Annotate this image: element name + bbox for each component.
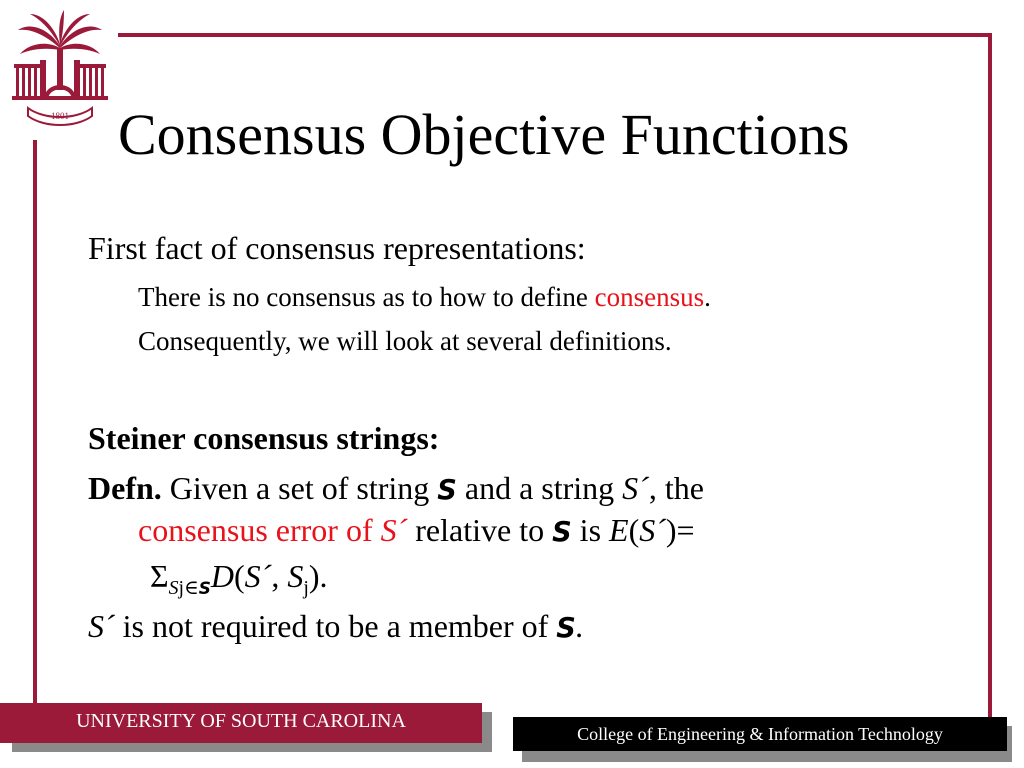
section-heading-steiner: Steiner consensus strings: xyxy=(88,420,440,456)
distance-function-symbol: D xyxy=(210,558,235,594)
subscript-set: S xyxy=(198,577,211,598)
frame-top-border xyxy=(118,33,992,37)
set-symbol: S xyxy=(437,475,457,506)
string-sj-symbol: S xyxy=(287,558,304,594)
text-segment: ( xyxy=(234,558,245,594)
text-segment: . xyxy=(575,608,584,644)
subscript-j: j xyxy=(178,576,185,599)
string-symbol: S´ xyxy=(639,512,666,548)
body-line-no-consensus xyxy=(138,280,711,314)
text-segment: , the xyxy=(648,470,704,506)
text-segment: )= xyxy=(665,512,695,548)
highlight-consensus: consensus xyxy=(594,282,705,312)
definition-line-2 xyxy=(138,510,695,553)
logo-year: 1801 xyxy=(51,111,69,121)
definition-line-1 xyxy=(88,468,704,511)
sum-symbol: Σ xyxy=(150,558,169,594)
set-symbol: S xyxy=(552,517,572,548)
text-segment: is not required to be a member of xyxy=(114,608,557,644)
highlight-string-symbol: S´ xyxy=(380,512,408,548)
sj-subscript: j xyxy=(303,576,309,599)
set-symbol: S xyxy=(556,613,576,644)
footer-university-banner: UNIVERSITY OF SOUTH CAROLINA xyxy=(0,703,482,743)
text-segment: . xyxy=(704,282,711,312)
sum-subscript xyxy=(169,577,211,599)
text-segment: There is no consensus as to how to define xyxy=(138,282,595,312)
usc-palmetto-logo-icon xyxy=(8,8,112,128)
string-symbol: S´ xyxy=(88,608,115,644)
string-symbol: S´ xyxy=(622,470,649,506)
text-segment: ). xyxy=(308,558,328,594)
footer-college-banner: College of Engineering & Information Technology xyxy=(513,717,1007,751)
body-line-first-fact: First fact of consensus representations: xyxy=(88,230,586,266)
highlight-consensus-error: consensus error of xyxy=(138,512,381,548)
error-function-symbol: E xyxy=(609,512,629,548)
slide-title: Consensus Objective Functions xyxy=(118,102,850,167)
body-line-consequently: Consequently, we will look at several definitions. xyxy=(138,326,672,356)
text-segment: ( xyxy=(628,512,640,548)
string-symbol: S´ xyxy=(244,558,272,594)
definition-line-3-sum xyxy=(150,556,328,608)
frame-right-border xyxy=(988,33,992,723)
defn-label: Defn. xyxy=(88,470,162,506)
text-segment: and a string xyxy=(456,470,623,506)
text-segment: is xyxy=(571,512,610,548)
text-segment: relative to xyxy=(407,512,553,548)
text-segment: Given a set of string xyxy=(161,470,438,506)
frame-left-border xyxy=(33,140,37,705)
subscript-in: ∈ xyxy=(184,576,199,599)
subscript-s: S xyxy=(168,576,179,599)
text-segment: , xyxy=(271,558,288,594)
body-line-not-required xyxy=(88,606,584,649)
